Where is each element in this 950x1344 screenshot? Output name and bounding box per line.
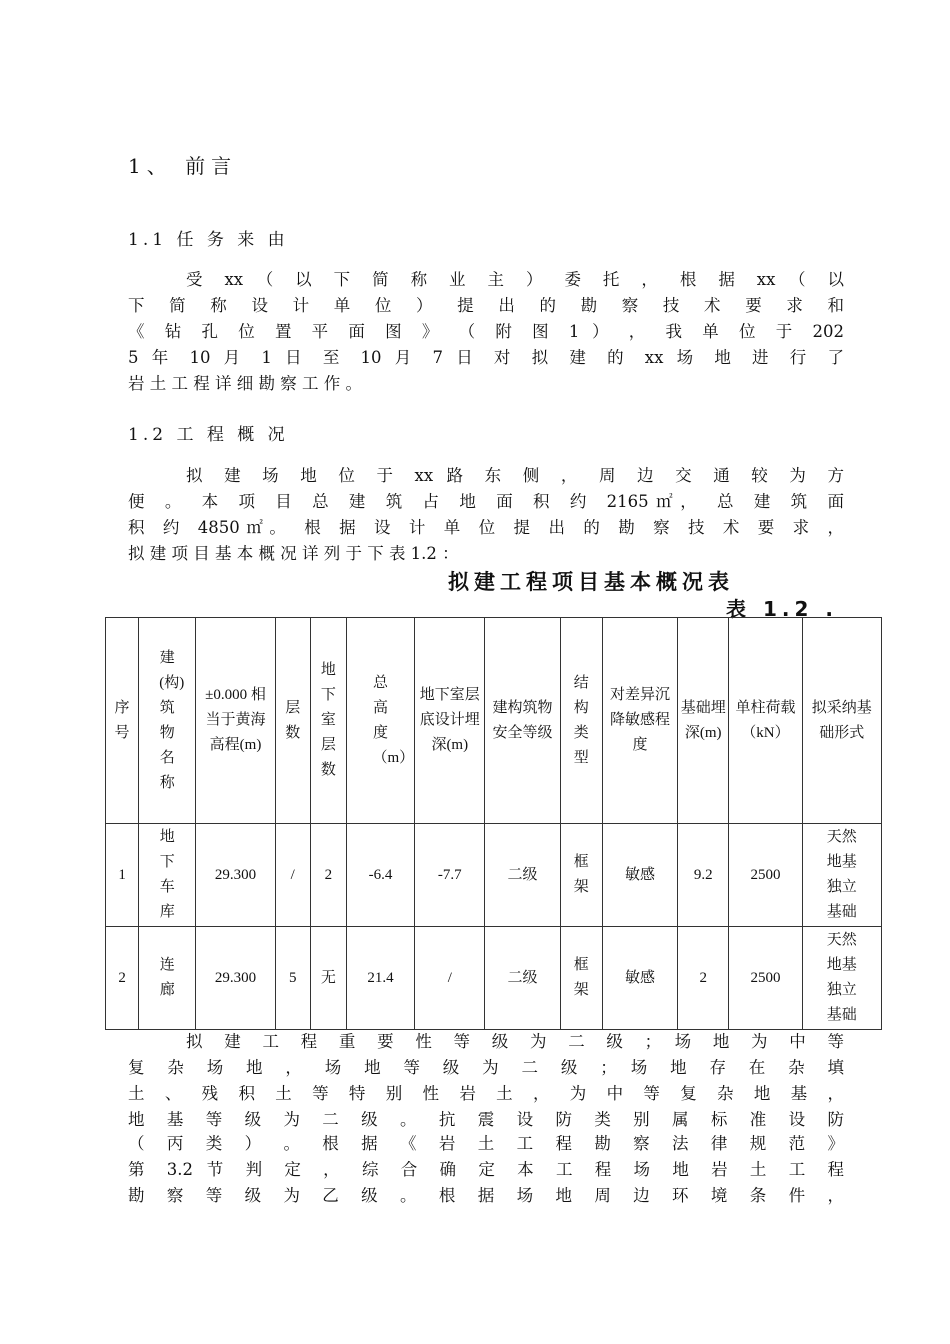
header-cell: 结构类型	[560, 618, 602, 824]
header-cell: 地下室层数	[310, 618, 346, 824]
table-cell: -7.7	[415, 824, 485, 927]
table-cell: /	[415, 927, 485, 1030]
header-cell: 单柱荷载（kN）	[729, 618, 802, 824]
paragraph-line: 积 约 4850㎡。 根 据 设 计 单 位 提 出 的 勘 察 技 术 要 求 ，	[128, 518, 844, 537]
table-cell: 2	[310, 824, 346, 927]
table-number: 表 1.2 .	[726, 597, 838, 621]
paragraph-line: 受 xx （ 以 下 简 称 业 主 ） 委 托 ， 根 据 xx （ 以	[186, 270, 844, 289]
table-cell: 二级	[485, 824, 560, 927]
table-cell: 天然地基独立基础	[802, 927, 881, 1030]
table-cell: 2500	[729, 824, 802, 927]
paragraph-line: 拟 建 工 程 重 要 性 等 级 为 二 级 ； 场 地 为 中 等	[186, 1032, 844, 1051]
table-cell: -6.4	[346, 824, 414, 927]
paragraph-line: 土 、 残 积 土 等 特 别 性 岩 土 ， 为 中 等 复 杂 地 基 ，	[128, 1084, 844, 1103]
paragraph-line: 便 。 本 项 目 总 建 筑 占 地 面 积 约 2165㎡， 总 建 筑 面	[128, 492, 844, 511]
table-caption: 拟建工程项目基本概况表	[448, 570, 734, 594]
table-header-row	[106, 618, 882, 824]
header-cell: ±0.000 相当于黄海高程(m)	[196, 618, 275, 824]
table-cell: 二级	[485, 927, 560, 1030]
table-cell: 21.4	[346, 927, 414, 1030]
subsection-title-project-overview: 1.2 工 程 概 况	[128, 425, 289, 445]
header-cell: 层数	[275, 618, 310, 824]
table-cell: 2500	[729, 927, 802, 1030]
table-cell: 29.300	[196, 927, 275, 1030]
section-title: 1、 前言	[128, 154, 238, 178]
paragraph-line: 拟 建 场 地 位 于 xx 路 东 侧 ， 周 边 交 通 较 为 方	[186, 466, 844, 485]
paragraph-line: 复 杂 场 地 ， 场 地 等 级 为 二 级 ； 场 地 存 在 杂 填	[128, 1058, 844, 1077]
table-row	[106, 927, 882, 1030]
table-cell: 敏感	[602, 927, 677, 1030]
paragraph-line: （ 丙 类 ） 。 根 据 《 岩 土 工 程 勘 察 法 律 规 范 》	[128, 1134, 844, 1153]
header-cell: 建构筑物安全等级	[485, 618, 560, 824]
paragraph-line: 下 简 称 设 计 单 位 ） 提 出 的 勘 察 技 术 要 求 和	[128, 296, 844, 315]
header-cell: 基础埋深(m)	[678, 618, 729, 824]
subsection-title-task-origin: 1.1 任 务 来 由	[128, 230, 289, 250]
table-cell: 框架	[560, 927, 602, 1030]
table-cell: 框架	[560, 824, 602, 927]
header-cell: 地下室层底设计埋深(m)	[415, 618, 485, 824]
table-cell: 2	[678, 927, 729, 1030]
table-cell: 9.2	[678, 824, 729, 927]
table-cell: 天然地基独立基础	[802, 824, 881, 927]
table-cell: 1	[106, 824, 139, 927]
table-cell: 敏感	[602, 824, 677, 927]
paragraph-line: 第 3.2 节 判 定 ， 综 合 确 定 本 工 程 场 地 岩 土 工 程	[128, 1160, 844, 1179]
paragraph-line: 5 年 10 月 1 日 至 10 月 7 日 对 拟 建 的 xx 场 地 进 行 了	[128, 348, 844, 367]
table-cell: 连廊	[139, 927, 196, 1030]
header-cell: 序号	[106, 618, 139, 824]
paragraph-line: 拟 建 项 目 基 本 概 况 详 列 于 下 表 1.2 ：	[128, 544, 459, 563]
table-cell: 地下车库	[139, 824, 196, 927]
table-cell: 29.300	[196, 824, 275, 927]
paragraph-line: 《 钻 孔 位 置 平 面 图 》 （ 附 图 1 ） ， 我 单 位 于 202	[128, 322, 844, 341]
table-cell: /	[275, 824, 310, 927]
paragraph-line: 地 基 等 级 为 二 级 。 抗 震 设 防 类 别 属 标 准 设 防	[128, 1110, 844, 1129]
table-cell: 无	[310, 927, 346, 1030]
header-cell: 对差异沉降敏感程度	[602, 618, 677, 824]
paragraph-line: 岩 土 工 程 详 细 勘 察 工 作 。	[128, 374, 362, 393]
header-cell: 拟采纳基础形式	[802, 618, 881, 824]
project-overview-table	[105, 617, 882, 1030]
table-cell: 5	[275, 927, 310, 1030]
table-cell: 2	[106, 927, 139, 1030]
header-cell: 总高度（m）	[346, 618, 414, 824]
header-cell: 建(构)筑物名称	[139, 618, 196, 824]
table-row	[106, 824, 882, 927]
paragraph-line: 勘 察 等 级 为 乙 级 。 根 据 场 地 周 边 环 境 条 件 ，	[128, 1186, 844, 1205]
